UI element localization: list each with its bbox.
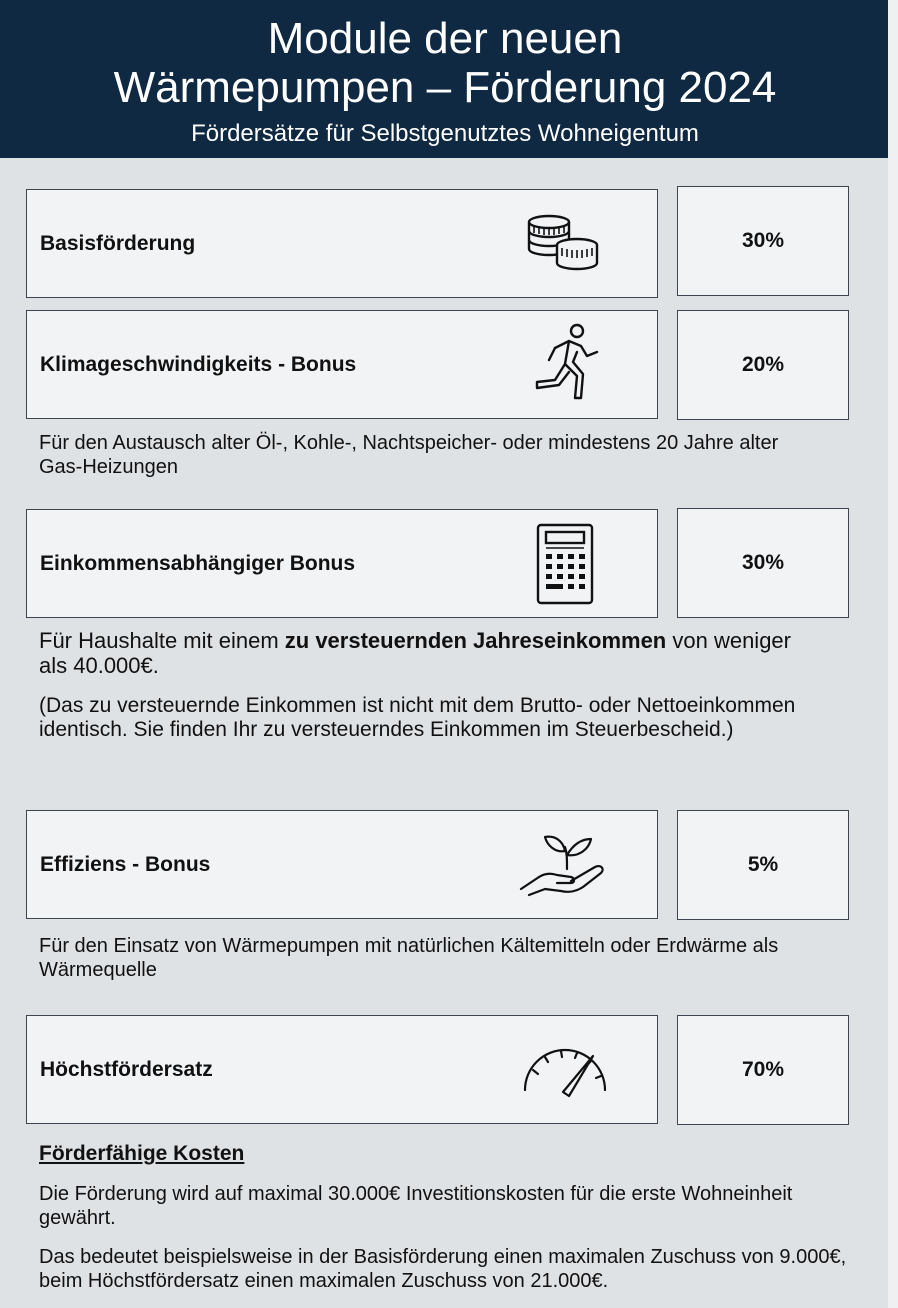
note-emphasis: zu versteuernden Jahreseinkommen (284, 628, 667, 653)
percent-box-hoechstfoerdersatz: 70% (677, 1015, 849, 1125)
module-label: Basisförderung (40, 231, 196, 255)
module-note-einkommen-explanation: (Das zu versteuernde Einkommen ist nicht mit dem Brutto- oder Nettoeinkommen identisch. Sie finden Ihr zu versteuerndes Einkommen im Steuerbescheid.) (39, 694, 796, 741)
page-edge (888, 0, 898, 1308)
module-label: Einkommensabhängiger Bonus (40, 551, 356, 575)
note-text: von weniger als 40.000€. (39, 628, 791, 678)
module-label: Klimageschwindigkeits - Bonus (40, 352, 357, 376)
percent-box-klimageschwindigkeit: 20% (677, 310, 849, 420)
module-note-effiziens: Für den Einsatz von Wärmepumpen mit natürlichen Kältemitteln oder Erdwärme als Wärmequelle (39, 935, 779, 981)
module-label: Effiziens - Bonus (40, 852, 211, 876)
costs-heading: Förderfähige Kosten (39, 1142, 245, 1165)
module-card-basisfoerderung (26, 189, 658, 298)
percent-box-basisfoerderung: 30% (677, 186, 849, 296)
module-card-einkommen (26, 509, 658, 618)
module-card-effiziens (26, 810, 658, 919)
module-card-hoechstfoerdersatz (26, 1015, 658, 1124)
calculator-icon (505, 519, 625, 609)
note-text: Für Haushalte mit einem (39, 628, 285, 653)
percent-box-effiziens: 5% (677, 810, 849, 920)
coins-icon (505, 199, 625, 289)
module-label: Höchstfördersatz (40, 1057, 213, 1081)
title-line-2: Wärmepumpen – Förderung 2024 (113, 63, 777, 112)
percent-box-einkommen: 30% (677, 508, 849, 618)
module-card-klimageschwindigkeit (26, 310, 658, 419)
running-person-icon (505, 320, 625, 410)
header-banner (0, 0, 890, 158)
speedometer-icon (505, 1025, 625, 1115)
title-line-1: Module der neuen (267, 14, 623, 63)
module-note-klimageschwindigkeit: Für den Austausch alter Öl-, Kohle-, Nachtspeicher- oder mindestens 20 Jahre alter Gas-Heizungen (39, 432, 779, 478)
plant-in-hand-icon (505, 820, 625, 910)
module-note-einkommen (39, 628, 819, 678)
page-subtitle: Fördersätze für Selbstgenutztes Wohneigentum (191, 120, 699, 147)
costs-paragraph-1: Die Förderung wird auf maximal 30.000€ Investitionskosten für die erste Wohneinheit gewährt. (39, 1183, 793, 1229)
costs-paragraph-2: Das bedeutet beispielsweise in der Basisförderung einen maximalen Zuschuss von 9.000€, beim Höchstfördersatz einen maximalen Zuschuss von 21.000€. (39, 1246, 847, 1292)
page-title (0, 14, 890, 112)
